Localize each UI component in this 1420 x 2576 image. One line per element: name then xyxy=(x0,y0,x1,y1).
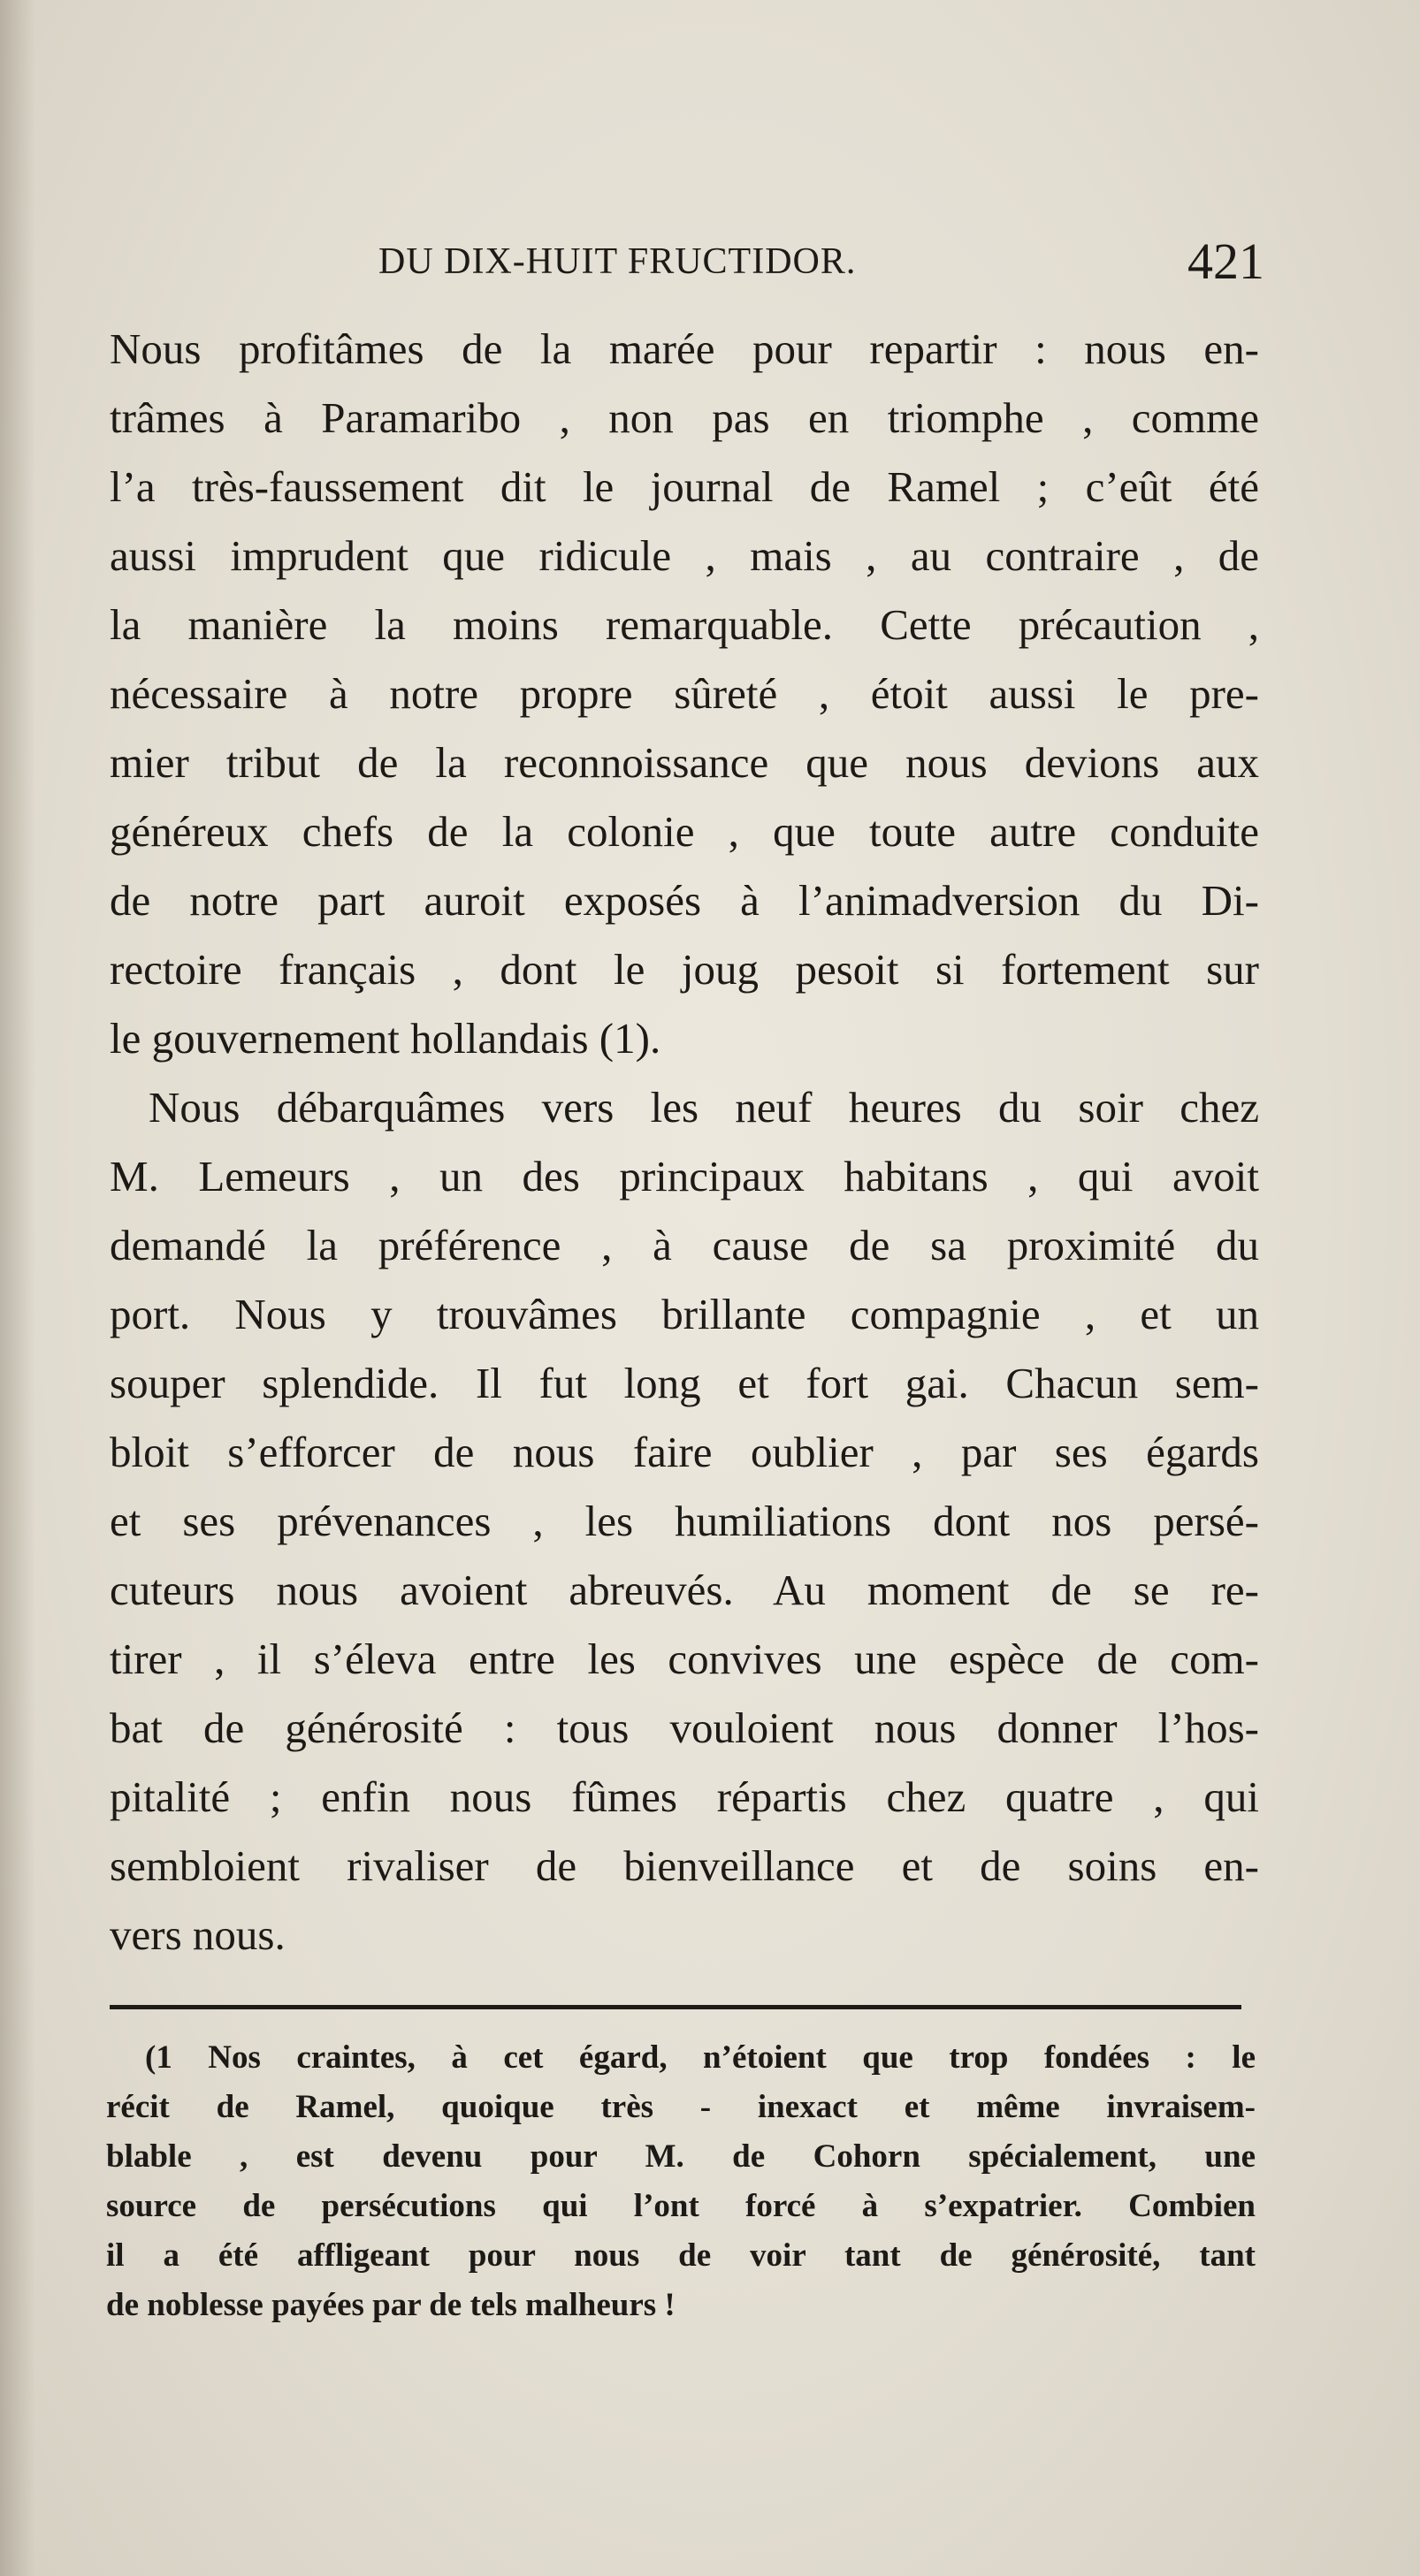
footnote xyxy=(106,2033,1256,2330)
footnote-line: source de persécutions qui l’ont forcé à s’expatrier. Combien xyxy=(106,2188,1256,2224)
text-line: et ses prévenances , les humiliations dont nos persé- xyxy=(110,1497,1259,1545)
text-line: mier tribut de la reconnoissance que nous devions aux xyxy=(110,738,1259,787)
text-line: nécessaire à notre propre sûreté , étoit aussi le pre- xyxy=(110,669,1259,718)
text-line: bloit s’efforcer de nous faire oublier , par ses égards xyxy=(110,1428,1259,1476)
text-line: le gouvernement hollandais (1). xyxy=(110,1014,661,1063)
text-line: demandé la préférence , à cause de sa proximité du xyxy=(110,1221,1259,1269)
text-line: souper splendide. Il fut long et fort gai. Chacun sem- xyxy=(110,1359,1259,1407)
text-line: aussi imprudent que ridicule , mais , au contraire , de xyxy=(110,531,1259,580)
text-line: pitalité ; enfin nous fûmes répartis chez quatre , qui xyxy=(110,1772,1259,1821)
footnote-line: blable , est devenu pour M. de Cohorn spécialement, une xyxy=(106,2138,1256,2175)
footnote-line: de noblesse payées par de tels malheurs ! xyxy=(106,2287,676,2323)
text-line: l’a très-faussement dit le journal de Ramel ; c’eût été xyxy=(110,462,1259,511)
text-line: bat de générosité : tous vouloient nous donner l’hos- xyxy=(110,1703,1259,1752)
text-line: Nous débarquâmes vers les neuf heures du soir chez xyxy=(149,1083,1259,1132)
text-line: M. Lemeurs , un des principaux habitans , qui avoit xyxy=(110,1152,1259,1200)
text-line: trâmes à Paramaribo , non pas en triomphe , comme xyxy=(110,393,1259,442)
footnote-line: récit de Ramel, quoique très - inexact et même invraisem- xyxy=(106,2089,1256,2125)
text-line: port. Nous y trouvâmes brillante compagnie , et un xyxy=(110,1290,1259,1338)
page-header xyxy=(106,232,1264,299)
page-number: 421 xyxy=(1187,232,1264,290)
text-line: de notre part auroit exposés à l’animadversion du Di- xyxy=(110,876,1259,925)
footnote-line: il a été affligeant pour nous de voir tant de générosité, tant xyxy=(106,2237,1256,2274)
text-line: tirer , il s’éleva entre les convives une espèce de com- xyxy=(110,1635,1259,1683)
text-line: cuteurs nous avoient abreuvés. Au moment de se re- xyxy=(110,1566,1259,1614)
text-line: vers nous. xyxy=(110,1910,286,1959)
text-line: la manière la moins remarquable. Cette précaution , xyxy=(110,600,1259,649)
text-line: Nous profitâmes de la marée pour repartir : nous en- xyxy=(110,324,1259,373)
footnote-line: (1 Nos craintes, à cet égard, n’étoient que trop fondées : le xyxy=(145,2039,1256,2076)
main-text xyxy=(110,315,1259,1970)
text-line: rectoire français , dont le joug pesoit si fortement sur xyxy=(110,945,1259,994)
running-title: DU DIX-HUIT FRUCTIDOR. xyxy=(378,241,857,282)
page-edge-shadow xyxy=(0,0,35,2576)
text-line: sembloient rivaliser de bienveillance et de soins en- xyxy=(110,1841,1259,1890)
text-line: généreux chefs de la colonie , que toute autre conduite xyxy=(110,807,1259,856)
footnote-rule xyxy=(110,2005,1241,2009)
